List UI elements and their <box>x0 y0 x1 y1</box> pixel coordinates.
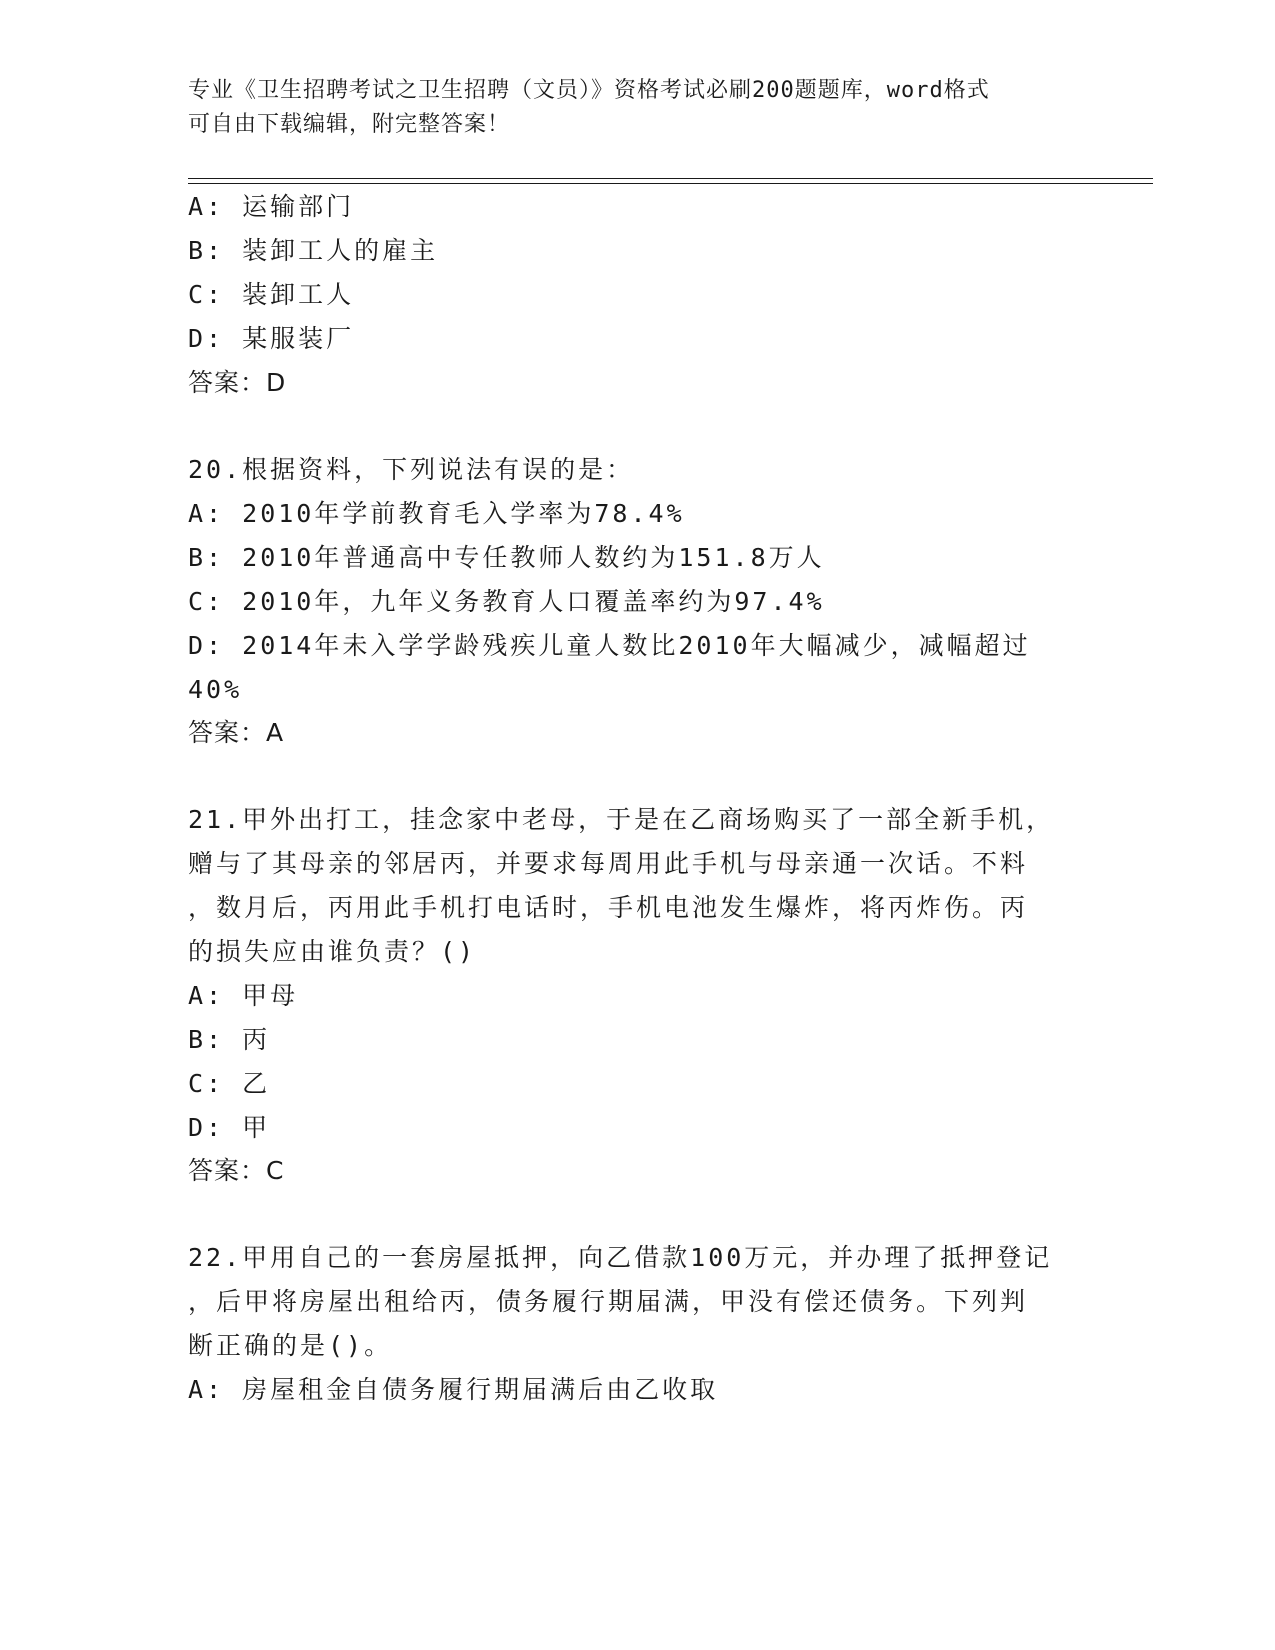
q21-option-b: B: 丙 <box>188 1025 271 1054</box>
q19-answer: 答案：D <box>188 368 287 397</box>
q21-stem-line-3: ，数月后，丙用此手机打电话时，手机电池发生爆炸，将丙炸伤。丙 <box>188 893 1029 922</box>
q20-option-b: B: 2010年普通高中专任教师人数约为151.8万人 <box>188 543 825 572</box>
q21-option-c: C: 乙 <box>188 1069 271 1098</box>
q21-option-a: A: 甲母 <box>188 981 299 1010</box>
q22-stem-line-1: 22.甲用自己的一套房屋抵押，向乙借款100万元，并办理了抵押登记 <box>188 1243 1053 1272</box>
header-rule-bottom <box>188 183 1153 184</box>
q20-option-d-continued: 40% <box>188 675 243 704</box>
q22-stem-line-2: ，后甲将房屋出租给丙，债务履行期届满，甲没有偿还债务。下列判 <box>188 1287 1029 1316</box>
q20-option-c: C: 2010年，九年义务教育人口覆盖率约为97.4% <box>188 587 825 616</box>
q19-option-d: D: 某服装厂 <box>188 324 355 353</box>
header-rule-top <box>188 178 1153 179</box>
q21-stem-line-4: 的损失应由谁负责？() <box>188 937 477 966</box>
q19-option-b: B: 装卸工人的雇主 <box>188 236 439 265</box>
q21-stem-line-1: 21.甲外出打工，挂念家中老母，于是在乙商场购买了一部全新手机， <box>188 805 1055 834</box>
q22-option-a: A: 房屋租金自债务履行期届满后由乙收取 <box>188 1375 719 1404</box>
q21-option-d: D: 甲 <box>188 1113 271 1142</box>
q20-option-a: A: 2010年学前教育毛入学率为78.4% <box>188 499 685 528</box>
header-line-1: 专业《卫生招聘考试之卫生招聘（文员）》资格考试必刷200题题库，word格式 <box>188 78 990 103</box>
q21-answer: 答案：C <box>188 1156 285 1185</box>
header-line-2: 可自由下载编辑，附完整答案！ <box>188 112 511 137</box>
q21-stem-line-2: 赠与了其母亲的邻居丙，并要求每周用此手机与母亲通一次话。不料 <box>188 849 1029 878</box>
q19-option-c: C: 装卸工人 <box>188 280 355 309</box>
q20-answer: 答案：A <box>188 718 285 747</box>
q19-option-a: A: 运输部门 <box>188 192 355 221</box>
document-header <box>188 74 1088 142</box>
q22-stem-line-3: 断正确的是()。 <box>188 1331 393 1360</box>
q20-option-d: D: 2014年未入学学龄残疾儿童人数比2010年大幅减少，减幅超过 <box>188 631 1031 660</box>
q20-stem: 20.根据资料，下列说法有误的是： <box>188 455 635 484</box>
